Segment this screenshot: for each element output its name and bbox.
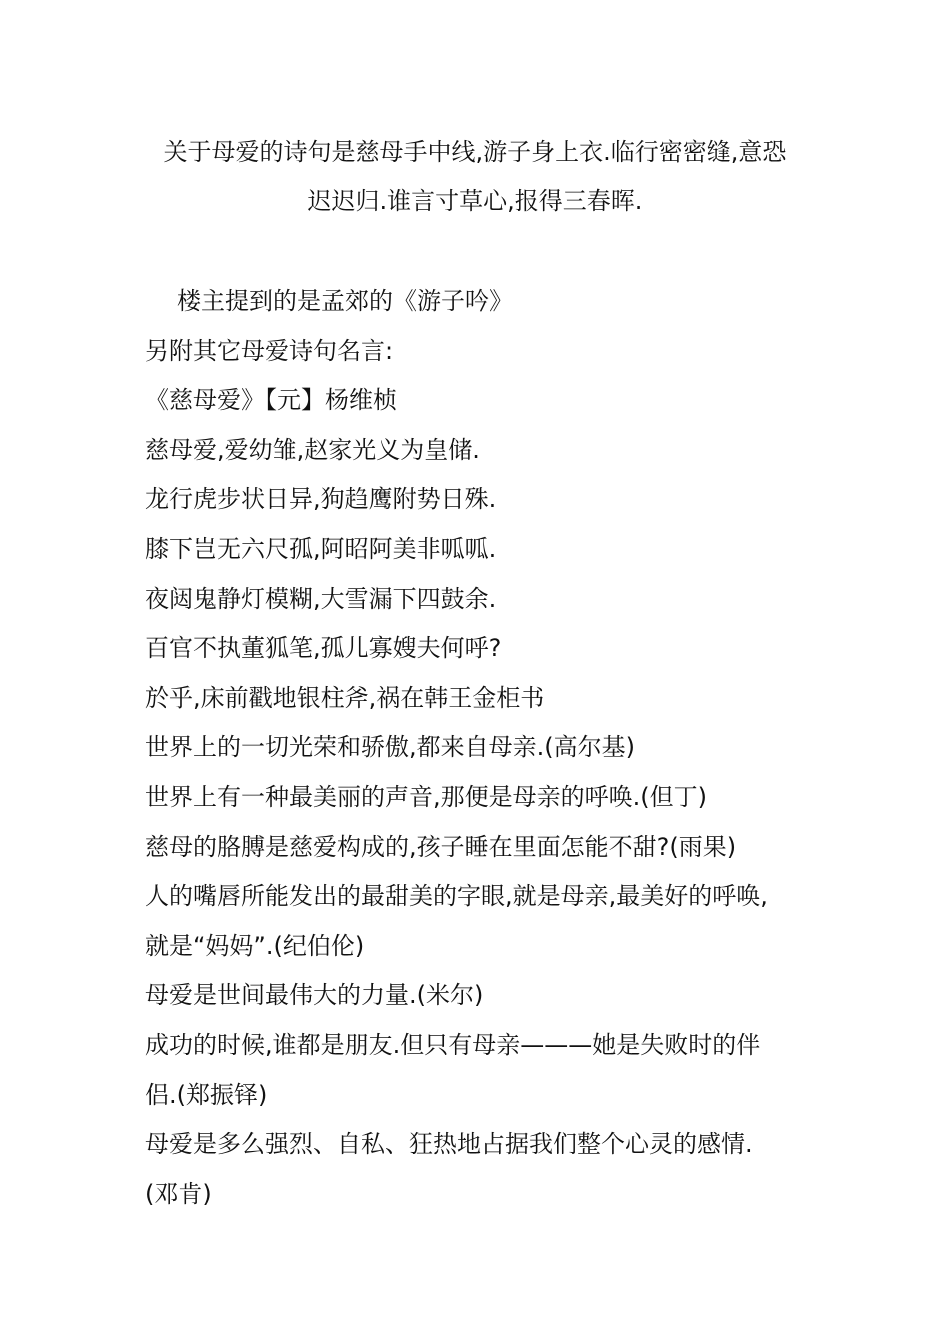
poem-title: 《慈母爱》【元】杨维桢 [145, 386, 397, 415]
quote-mill: 母爱是世间最伟大的力量.(米尔) [145, 981, 484, 1010]
subheading: 另附其它母爱诗句名言: [145, 336, 394, 365]
intro-line-1: 关于母爱的诗句是慈母手中线,游子身上衣.临行密密缝,意恐 [163, 138, 787, 166]
poem-line: 百官不执董狐笔,孤儿寡嫂夫何呼? [145, 634, 502, 663]
document-body [145, 277, 825, 1219]
quote-gibran-line-1: 人的嘴唇所能发出的最甜美的字眼,就是母亲,最美好的呼唤, [145, 882, 768, 911]
poem-line: 於乎,床前戳地银柱斧,祸在韩王金柜书 [145, 683, 545, 712]
intro-line-2: 迟迟归.谁言寸草心,报得三春晖. [307, 187, 643, 215]
poem-line: 夜闼鬼静灯模糊,大雪漏下四鼓余. [145, 584, 497, 613]
poem-line: 龙行虎步状日异,狗趋鹰附势日殊. [145, 485, 497, 514]
quote-hugo: 慈母的胳膊是慈爱构成的,孩子睡在里面怎能不甜?(雨果) [145, 832, 737, 861]
quote-duncan-line-1: 母爱是多么强烈、自私、狂热地占据我们整个心灵的感情. [145, 1130, 753, 1159]
lead-line: 楼主提到的是孟郊的《游子吟》 [177, 287, 513, 315]
quote-gorky: 世界上的一切光荣和骄傲,都来自母亲.(高尔基) [145, 733, 635, 762]
quote-zheng-line-1: 成功的时候,谁都是朋友.但只有母亲———她是失败时的伴 [145, 1030, 761, 1059]
quote-gibran-line-2: 就是“妈妈”.(纪伯伦) [145, 931, 365, 960]
poem-line: 慈母爱,爱幼雏,赵家光义为皇储. [145, 435, 480, 464]
quote-dante: 世界上有一种最美丽的声音,那便是母亲的呼唤.(但丁) [145, 782, 707, 811]
quote-zheng-line-2: 侣.(郑振铎) [145, 1080, 268, 1109]
quote-duncan-line-2: (邓肯) [145, 1179, 212, 1208]
poem-line: 膝下岂无六尺孤,阿昭阿美非呱呱. [145, 534, 497, 563]
intro-paragraph [130, 128, 820, 226]
